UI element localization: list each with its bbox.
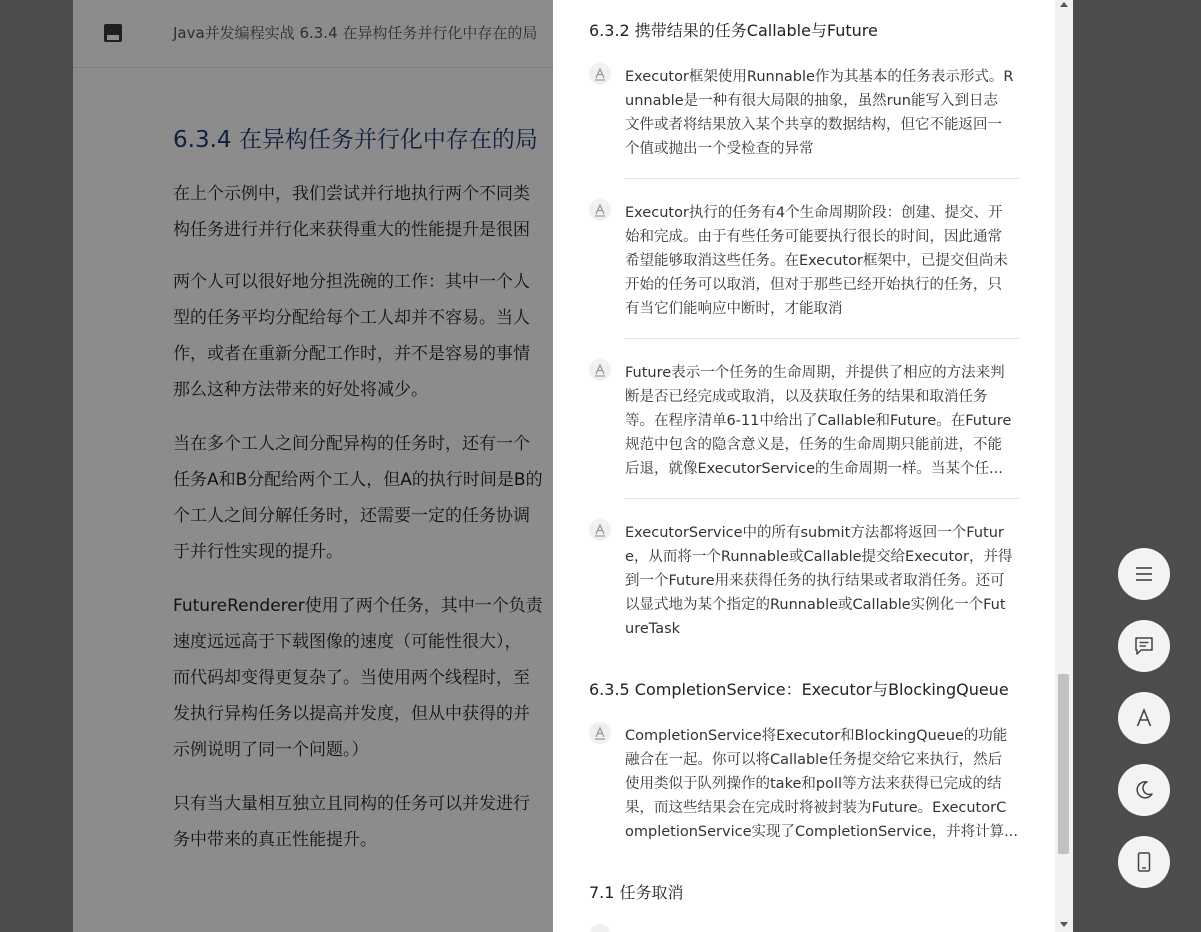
section-title[interactable]: 7.1 任务取消 (589, 883, 684, 902)
note-line: 希望能够取消这些任务。在Executor框架中，已提交但尚未 (625, 253, 1008, 269)
annotation-icon (589, 924, 611, 932)
paragraph-line: 那么这种方法带来的好处将减少。 (173, 380, 428, 400)
annotation-icon (589, 722, 611, 744)
paragraph-line: 任务A和B分配给两个工人，但A的执行时间是B的 (173, 470, 543, 490)
font-settings-button[interactable] (1118, 692, 1170, 744)
paragraph-line: 两个人可以很好地分担洗碗的工作：其中一个人 (173, 272, 530, 292)
night-mode-button[interactable] (1118, 764, 1170, 816)
section-title[interactable]: 6.3.5 CompletionService：Executor与BlockingQueue (589, 680, 1009, 699)
paragraph-line: 个工人之间分解任务时，还需要一定的任务协调 (173, 506, 530, 526)
paragraph-line: 只有当大量相互独立且同构的任务可以并发进行 (173, 794, 530, 814)
note-line: 文件或者将结果放入某个共享的数据结构，但它不能返回一 (625, 117, 1002, 133)
divider (624, 338, 1020, 339)
device-mode-button[interactable] (1118, 836, 1170, 888)
note-line: Future表示一个任务的生命周期，并提供了相应的方法来判 (625, 365, 1005, 381)
menu-icon (1133, 563, 1155, 585)
paragraph-line: 速度远远高于下载图像的速度（可能性很大）， (173, 632, 522, 652)
note-line: 融合在一起。你可以将Callable任务提交给它来执行，然后 (625, 752, 1003, 768)
paragraph-line: 作，或者在重新分配工作时，并不是容易的事情 (173, 344, 530, 364)
paragraph-line: 当在多个工人之间分配异构的任务时，还有一个 (173, 434, 530, 454)
paragraph-line: 示例说明了同一个问题。） (173, 740, 369, 760)
scrollbar[interactable] (1055, 0, 1073, 932)
paragraph-line: FutureRenderer使用了两个任务，其中一个负责 (173, 596, 543, 616)
note-line: 开始的任务可以取消，但对于那些已经开始执行的任务，只 (625, 277, 1002, 293)
note-text (625, 201, 1025, 321)
note-line: Executor框架使用Runnable作为其基本的任务表示形式。R (625, 69, 1014, 85)
section-title[interactable]: 6.3.2 携带结果的任务Callable与Future (589, 21, 878, 40)
note-line: 规范中包含的隐含意义是，任务的生命周期只能前进，不能 (625, 437, 1002, 453)
note-text (625, 65, 1025, 161)
note-text (625, 521, 1025, 641)
paragraph-line: 务中带来的真正性能提升。 (173, 830, 377, 850)
annotation-icon (589, 199, 611, 221)
note-line: 等。在程序清单6-11中给出了Callable和Future。在Future (625, 413, 1012, 429)
note-line: CompletionService将Executor和BlockingQueue的功能 (625, 728, 1008, 744)
scroll-down-arrow-icon[interactable] (1060, 922, 1068, 927)
annotation-icon (589, 519, 611, 541)
paragraph-line: 而代码却变得更复杂了。当使用两个线程时，至 (173, 668, 530, 688)
note-line: e，从而将一个Runnable或Callable提交给Executor，并得 (625, 549, 1013, 565)
notes-panel (553, 0, 1073, 932)
note-line: ureTask (625, 621, 681, 637)
toc-button[interactable] (1118, 548, 1170, 600)
note-line: Executor执行的任务有4个生命周期阶段：创建、提交、开 (625, 205, 1003, 221)
note-line: 到一个Future用来获得任务的执行结果或者取消任务。还可 (625, 573, 1005, 589)
paragraph-line: 于并行性实现的提升。 (173, 542, 343, 562)
note-line: 以显式地为某个指定的Runnable或Callable实例化一个Fut (625, 597, 1006, 613)
annotation-icon (589, 359, 611, 381)
note-line: 使用类似于队列操作的take和poll等方法来获得已完成的结 (625, 776, 1002, 792)
comment-icon (1133, 635, 1155, 657)
paragraph-line: 型的任务平均分配给每个工人却并不容易。当人 (173, 308, 530, 328)
chapter-heading: 6.3.4 在异构任务并行化中存在的局 (173, 127, 538, 153)
note-line: 有当它们能响应中断时，才能取消 (625, 301, 843, 317)
moon-icon (1133, 779, 1155, 801)
paragraph-line: 构任务进行并行化来获得重大的性能提升是很困 (173, 220, 530, 240)
note-text (625, 724, 1025, 844)
paragraph-line: 发执行异构任务以提高并发度，但从中获得的并 (173, 704, 530, 724)
note-text (625, 361, 1025, 481)
annotation-icon (589, 63, 611, 85)
phone-icon (1133, 851, 1155, 873)
scroll-up-arrow-icon[interactable] (1060, 2, 1068, 7)
note-line: unnable是一种有很大局限的抽象，虽然run能写入到日志 (625, 93, 998, 109)
divider (624, 498, 1020, 499)
font-size-icon (1133, 707, 1155, 729)
reader-title: Java并发编程实战 6.3.4 在异构任务并行化中存在的局 (173, 24, 538, 42)
note-line: 果，而这些结果会在完成时将被封装为Future。ExecutorC (625, 800, 1007, 816)
note-line: 断是否已经完成或取消，以及获取任务的结果和取消任务 (625, 389, 988, 405)
note-line: 后退，就像ExecutorService的生命周期一样。当某个任... (625, 461, 1003, 477)
note-line: 个值或抛出一个受检查的异常 (625, 141, 814, 157)
scrollbar-thumb[interactable] (1058, 674, 1069, 854)
note-line: ompletionService实现了CompletionService，并将计算... (625, 824, 1018, 840)
paragraph-line: 在上个示例中，我们尝试并行地执行两个不同类 (173, 184, 530, 204)
comments-button[interactable] (1118, 620, 1170, 672)
note-line: 始和完成。由于有些任务可能要执行很长的时间，因此通常 (625, 229, 1002, 245)
note-line: ExecutorService中的所有submit方法都将返回一个Futur (625, 525, 1004, 541)
divider (624, 178, 1020, 179)
